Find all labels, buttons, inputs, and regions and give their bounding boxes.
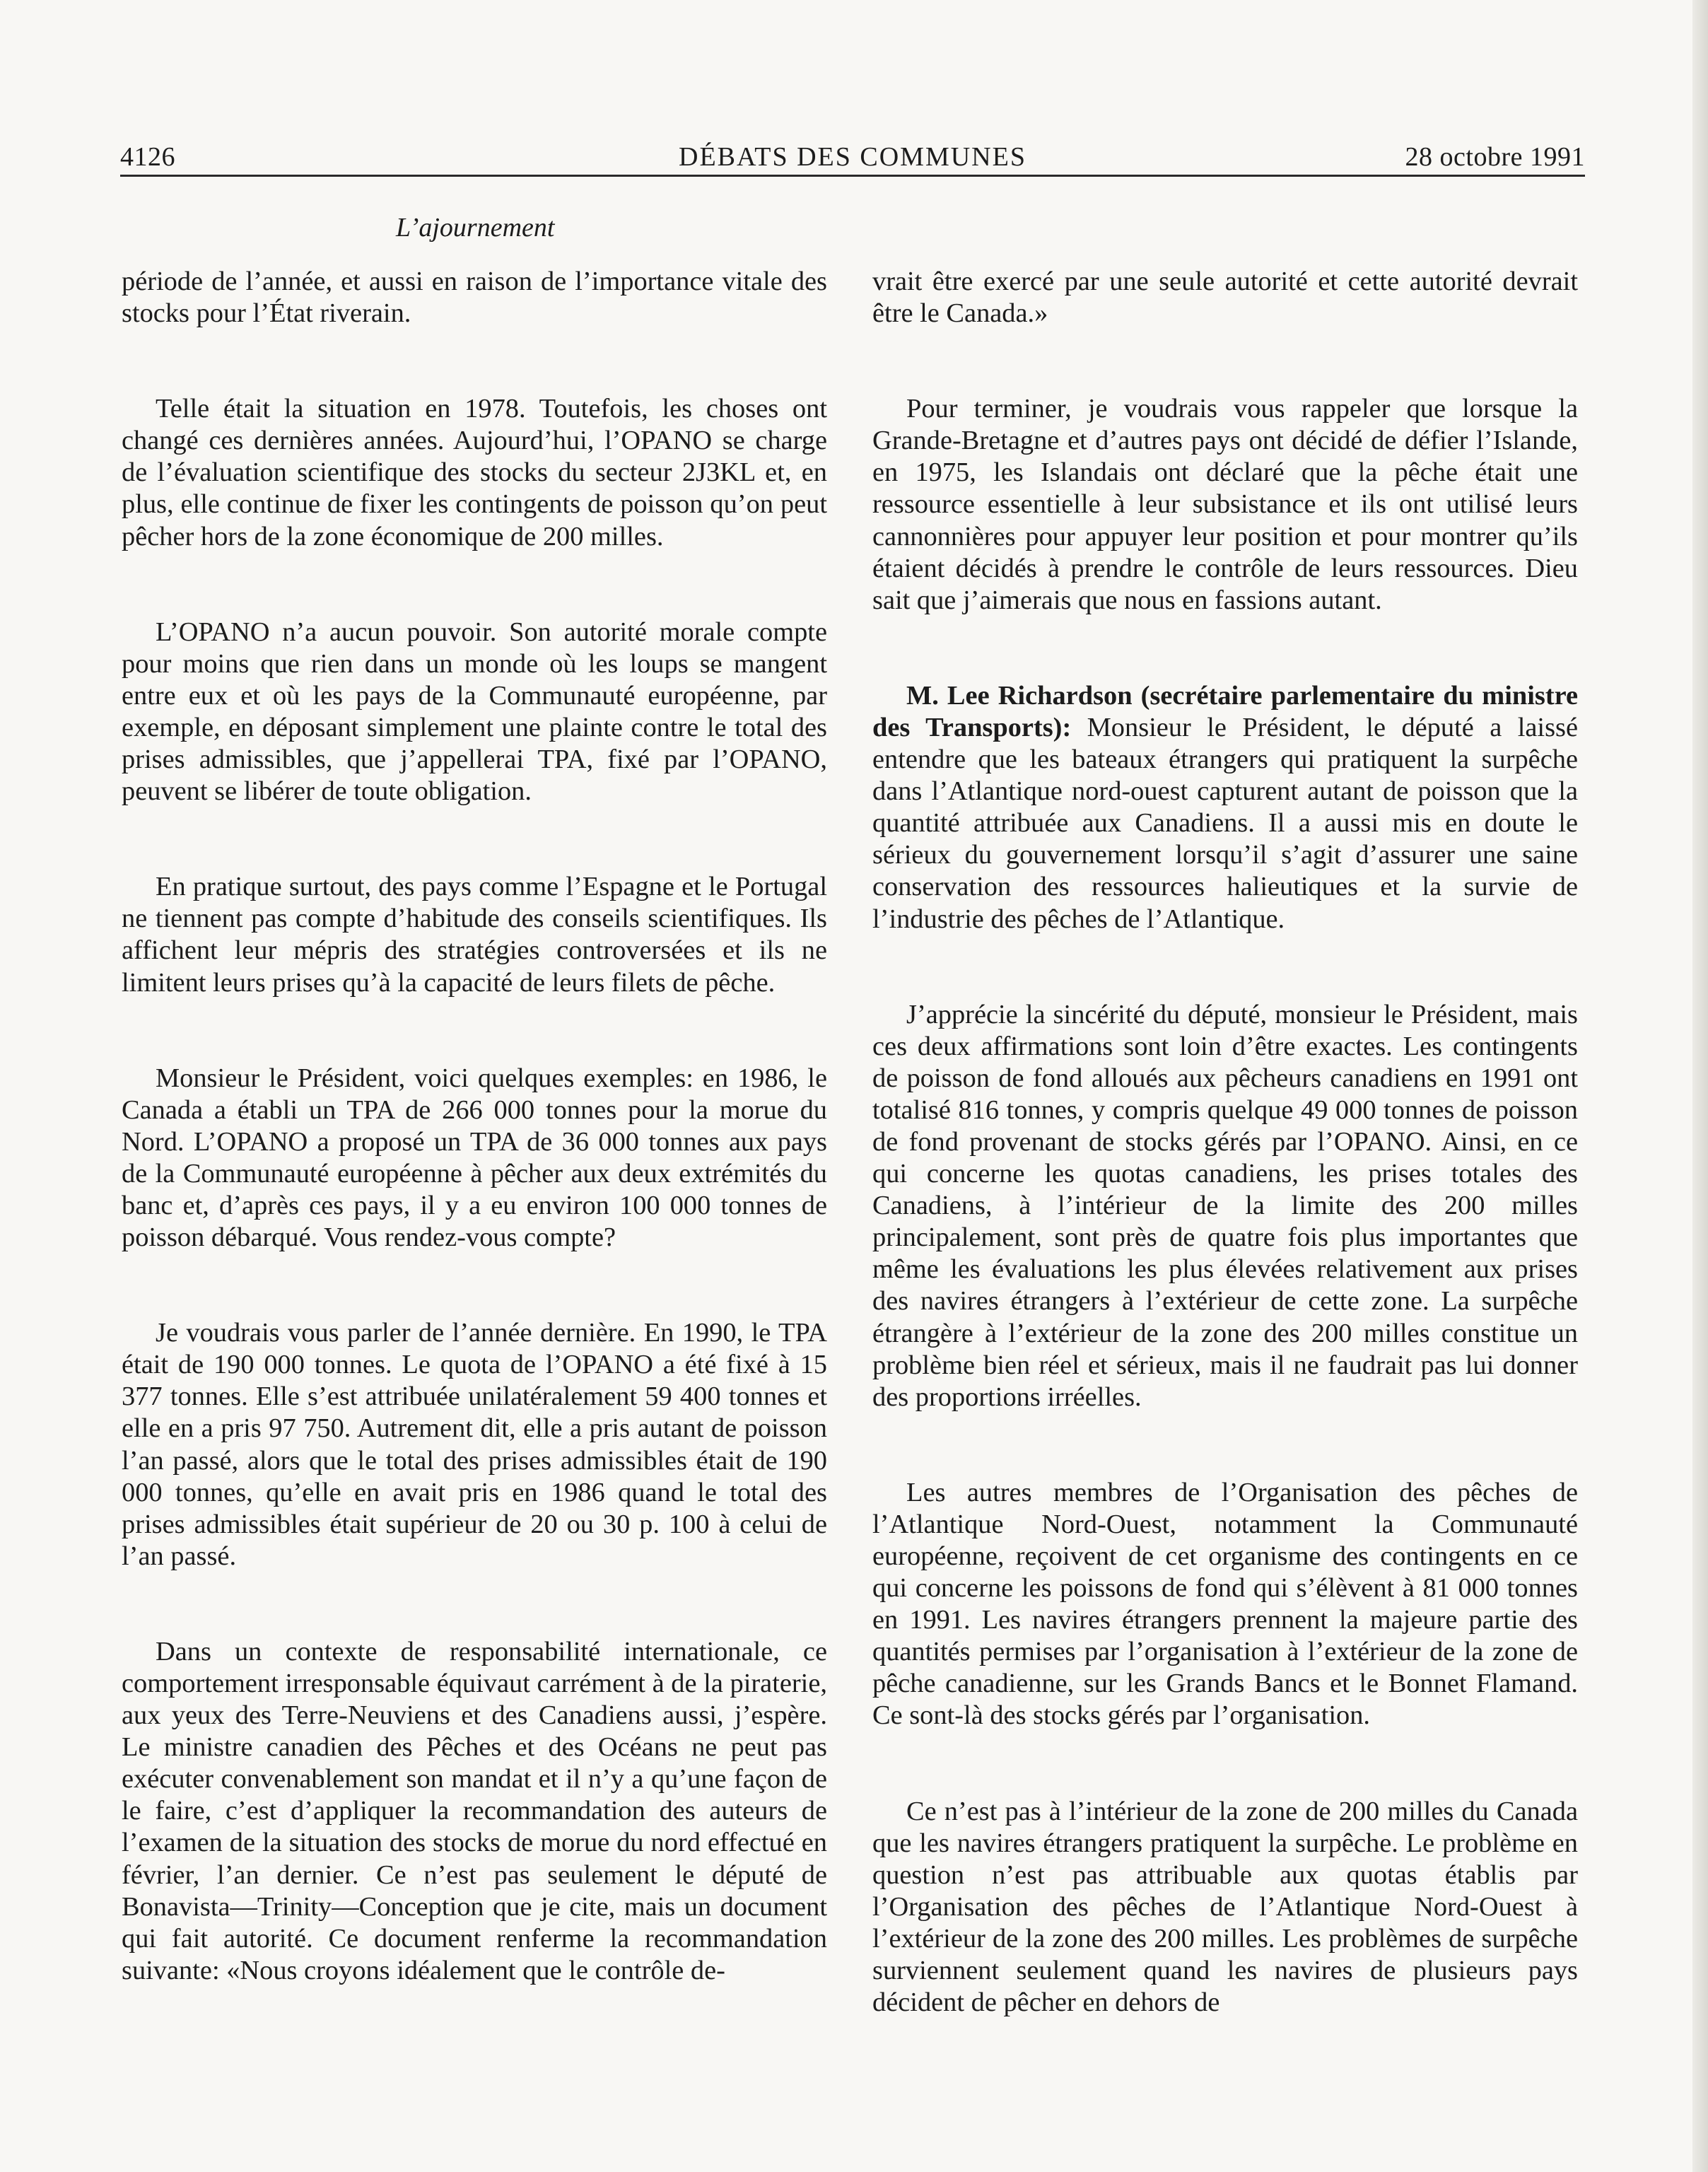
paragraph: Pour terminer, je voudrais vous rappeler que lorsque la Grande-Bretagne et d’autres pays ont décidé de défier l’Islande, en 1975, les Islandais ont déclaré que la pêche était une ressource essentielle à leur subsistance et ils ont utilisé leurs cannonnières pour appuyer leur position et pour montrer qu’ils étaient décidés à prendre le contrôle de leurs ressources. Dieu sait que j’aimerais que nous en fassions autant. [872,394,1578,615]
section-title: L’ajournement [396,213,555,243]
paragraph: Ce n’est pas à l’intérieur de la zone de 200 milles du Canada que les navires étrangers pratiquent la surpêche. Le problème en question n’est pas attribuable aux quotas établis par l’Organisation des pêches de l’Atlantique Nord-Ouest à l’extérieur de la zone des 200 milles. Les problèmes de surpêche surviennent seulement quand les navires de plusieurs pays décident de pêcher en dehors de [872,1796,1578,2018]
header-rule [120,175,1585,177]
paragraph: Les autres membres de l’Organisation des pêches de l’Atlantique Nord-Ouest, notamment la Communauté européenne, reçoivent de cet organisme des contingents en ce qui concerne les poissons de fond qui s’élèvent à 81 000 tonnes en 1991. Les navires étrangers prennent la majeure partie des quantités permises par l’organisation à l’extérieur de la zone de pêche canadienne, sur les Grands Bancs et le Bonnet Flamand. Ce sont-là des stocks gérés par l’organisation. [872,1477,1578,1731]
speaker-name: M. Lee Richardson (secrétaire parlementaire du ministre des Transports): [872,680,1578,742]
paragraph: En pratique surtout, des pays comme l’Espagne et le Portugal ne tiennent pas compte d’habitude des conseils scientifiques. Ils affichent leur mépris des stratégies controversées et ils ne limitent leurs prises qu’à la capacité de leurs filets de pêche. [122,872,827,998]
paragraph: Telle était la situation en 1978. Toutefois, les choses ont changé ces dernières années. Aujourd’hui, l’OPANO se charge de l’évaluation scientifique des stocks du secteur 2J3KL et, en plus, elle continue de fixer les contingents de poisson qu’on peut pêcher hors de la zone économique de 200 milles. [122,394,827,551]
paragraph: Dans un contexte de responsabilité internationale, ce comportement irresponsable équivaut carrément à de la piraterie, aux yeux des Terre-Neuviens et des Canadiens aussi, j’espère. Le ministre canadien des Pêches et des Océans ne peut pas exécuter convenablement son mandat et il n’y a qu’une façon de le faire, c’est d’appliquer la recommandation des auteurs de l’examen de la situation des stocks de morue du nord effectué en février, l’an dernier. Ce n’est pas seulement le député de Bonavista—Trinity—Conception que je cite, mais un document qui fait autorité. Ce document renferme la recommandation suivante: «Nous croyons idéalement que le contrôle de- [122,1636,827,1985]
paragraph: Je voudrais vous parler de l’année dernière. En 1990, le TPA était de 190 000 tonnes. Le quota de l’OPANO a été fixé à 15 377 tonnes. Elle s’est attribuée unilatéralement 59 400 tonnes et elle en a pris 97 750. Autrement dit, elle a pris autant de poisson l’an passé, alors que le total des prises admissibles était de 190 000 tonnes, qu’elle en avait pris en 1986 quand le total des prises admissibles était supérieur de 20 ou 30 p. 100 à celui de l’an passé. [122,1318,827,1571]
speech-paragraph [872,680,1578,935]
right-column [872,266,1578,2082]
left-column [122,266,827,2050]
page-header [120,136,1585,178]
paragraph: vrait être exercé par une seule autorité et cette autorité devrait être le Canada.» [872,267,1578,329]
journal-title: DÉBATS DES COMMUNES [679,142,1026,172]
page-edge [1692,0,1708,2172]
paragraph: période de l’année, et aussi en raison de l’importance vitale des stocks pour l’État riverain. [122,267,827,329]
paragraph: L’OPANO n’a aucun pouvoir. Son autorité morale compte pour moins que rien dans un monde où les loups se mangent entre eux et où les pays de la Communauté européenne, par exemple, en déposant simplement une plainte contre le total des prises admissibles, que j’appellerai TPA, fixé par l’OPANO, peuvent se libérer de toute obligation. [122,617,827,807]
page-date: 28 octobre 1991 [1405,142,1585,172]
speech-text: Monsieur le Président, le député a laissé entendre que les bateaux étrangers qui pratiquent la surpêche dans l’Atlantique nord-ouest capturent autant de poisson que la quantité attribuée aux Canadiens. Il a aussi mis en doute le sérieux du gouvernement lorsqu’il s’agit d’assurer une saine conservation des ressources halieutiques et la survie de l’industrie des pêches de l’Atlantique. [872,712,1578,934]
page-number: 4126 [120,142,175,172]
paragraph: Monsieur le Président, voici quelques exemples: en 1986, le Canada a établi un TPA de 266 000 tonnes pour la morue du Nord. L’OPANO a proposé un TPA de 36 000 tonnes aux pays de la Communauté européenne à pêcher aux deux extrémités du banc et, d’après ces pays, il y a eu environ 100 000 tonnes de poisson débarqué. Vous rendez-vous compte? [122,1063,827,1253]
paragraph: J’apprécie la sincérité du député, monsieur le Président, mais ces deux affirmations sont loin d’être exactes. Les contingents de poisson de fond alloués aux pêcheurs canadiens en 1991 ont totalisé 816 tonnes, y compris quelque 49 000 tonnes de poisson de fond provenant de stocks gérés par l’OPANO. Ainsi, en ce qui concerne les quotas canadiens, les prises totales des Canadiens, à l’intérieur de la limite des 200 milles principalement, sont près de quatre fois plus importantes que même les évaluations les plus élevées relativement aux prises des navires étrangers à l’extérieur de cette zone. La surpêche étrangère à l’extérieur de la zone des 200 milles constitue un problème bien réel et sérieux, mais il ne faudrait pas lui donner des proportions irréelles. [872,999,1578,1412]
